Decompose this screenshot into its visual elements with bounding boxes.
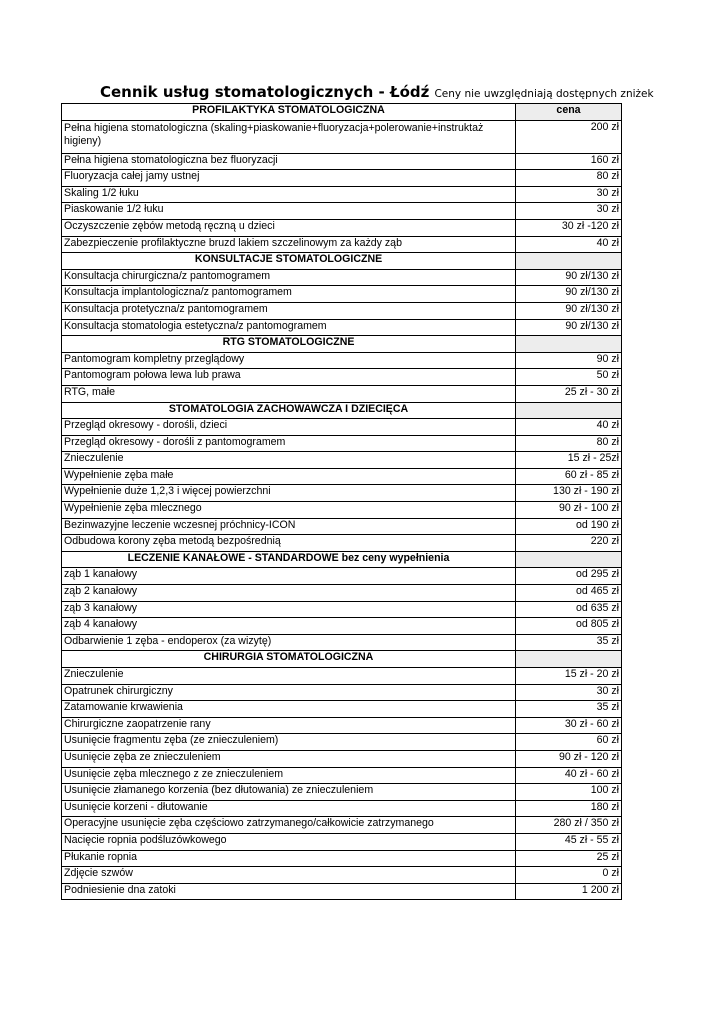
service-name: Wypełnienie zęba mlecznego	[62, 502, 516, 519]
service-price: 30 zł -120 zł	[516, 219, 622, 236]
price-row	[62, 468, 622, 485]
price-row	[62, 585, 622, 602]
service-name: Przegląd okresowy - dorośli z pantomogramem	[62, 435, 516, 452]
service-price: 15 zł - 25zł	[516, 452, 622, 469]
document-subtitle: Ceny nie uwzględniają dostępnych zniżek	[434, 88, 654, 100]
price-row	[62, 302, 622, 319]
service-name: Oczyszczenie zębów metodą ręczną u dzieci	[62, 219, 516, 236]
service-price: 90 zł/130 zł	[516, 302, 622, 319]
section-header-row	[62, 402, 622, 419]
service-price: 35 zł	[516, 701, 622, 718]
service-price: 160 zł	[516, 153, 622, 170]
section-header-row	[62, 651, 622, 668]
service-name: Skaling 1/2 łuku	[62, 186, 516, 203]
price-row	[62, 369, 622, 386]
service-price: od 190 zł	[516, 518, 622, 535]
service-price: 90 zł/130 zł	[516, 286, 622, 303]
section-price-cell	[516, 253, 622, 270]
service-name: ząb 2 kanałowy	[62, 585, 516, 602]
service-price: od 805 zł	[516, 618, 622, 635]
document-title-block	[100, 82, 654, 101]
price-row	[62, 452, 622, 469]
price-row	[62, 767, 622, 784]
price-row	[62, 518, 622, 535]
section-price-cell	[516, 651, 622, 668]
price-row	[62, 502, 622, 519]
service-price: 60 zł - 85 zł	[516, 468, 622, 485]
service-name: Piaskowanie 1/2 łuku	[62, 203, 516, 220]
service-name: Pantomogram kompletny przeglądowy	[62, 352, 516, 369]
section-title: CHIRURGIA STOMATOLOGICZNA	[62, 651, 516, 668]
service-price: od 295 zł	[516, 568, 622, 585]
price-row	[62, 618, 622, 635]
service-price: 130 zł - 190 zł	[516, 485, 622, 502]
price-row	[62, 668, 622, 685]
price-row	[62, 867, 622, 884]
price-row	[62, 684, 622, 701]
price-row	[62, 701, 622, 718]
service-price: 90 zł/130 zł	[516, 269, 622, 286]
service-name: Pantomogram połowa lewa lub prawa	[62, 369, 516, 386]
service-name: Pełna higiena stomatologiczna (skaling+piaskowanie+fluoryzacja+polerowanie+instruktaż higieny)	[62, 120, 516, 153]
section-price-cell: cena	[516, 104, 622, 121]
service-price: 45 zł - 55 zł	[516, 833, 622, 850]
service-price: 35 zł	[516, 634, 622, 651]
service-name: Odbudowa korony zęba metodą bezpośrednią	[62, 535, 516, 552]
service-price: 90 zł - 120 zł	[516, 750, 622, 767]
service-price: 180 zł	[516, 800, 622, 817]
service-name: Operacyjne usunięcie zęba częściowo zatrzymanego/całkowicie zatrzymanego	[62, 817, 516, 834]
price-row	[62, 120, 622, 153]
price-row	[62, 535, 622, 552]
service-price: od 635 zł	[516, 601, 622, 618]
service-price: 200 zł	[516, 120, 622, 153]
service-price: 40 zł	[516, 419, 622, 436]
price-row	[62, 833, 622, 850]
service-name: RTG, małe	[62, 385, 516, 402]
service-price: 100 zł	[516, 784, 622, 801]
service-name: Usunięcie fragmentu zęba (ze znieczuleniem)	[62, 734, 516, 751]
price-table-body	[62, 104, 622, 900]
service-price: od 465 zł	[516, 585, 622, 602]
section-header-row	[62, 104, 622, 121]
price-row	[62, 817, 622, 834]
service-price: 15 zł - 20 zł	[516, 668, 622, 685]
service-name: Nacięcie ropnia podśluzówkowego	[62, 833, 516, 850]
price-row	[62, 883, 622, 900]
service-price: 40 zł	[516, 236, 622, 253]
section-header-row	[62, 253, 622, 270]
service-name: Usunięcie korzeni - dłutowanie	[62, 800, 516, 817]
service-name: Przegląd okresowy - dorośli, dzieci	[62, 419, 516, 436]
service-name: Fluoryzacja całej jamy ustnej	[62, 170, 516, 187]
service-name: ząb 4 kanałowy	[62, 618, 516, 635]
price-row	[62, 219, 622, 236]
section-title: KONSULTACJE STOMATOLOGICZNE	[62, 253, 516, 270]
service-price: 0 zł	[516, 867, 622, 884]
price-row	[62, 750, 622, 767]
service-price: 60 zł	[516, 734, 622, 751]
price-row	[62, 352, 622, 369]
price-row	[62, 236, 622, 253]
section-title: LECZENIE KANAŁOWE - STANDARDOWE bez ceny wypełnienia	[62, 551, 516, 568]
service-name: Odbarwienie 1 zęba - endoperox (za wizytę)	[62, 634, 516, 651]
service-name: Usunięcie złamanego korzenia (bez dłutowania) ze znieczuleniem	[62, 784, 516, 801]
price-row	[62, 286, 622, 303]
service-price: 25 zł - 30 zł	[516, 385, 622, 402]
service-price: 25 zł	[516, 850, 622, 867]
service-price: 90 zł/130 zł	[516, 319, 622, 336]
price-row	[62, 601, 622, 618]
price-row	[62, 568, 622, 585]
price-row	[62, 419, 622, 436]
document-title: Cennik usług stomatologicznych - Łódź	[100, 83, 430, 101]
service-price: 220 zł	[516, 535, 622, 552]
service-price: 30 zł - 60 zł	[516, 717, 622, 734]
service-name: Usunięcie zęba mlecznego z ze znieczuleniem	[62, 767, 516, 784]
price-row	[62, 385, 622, 402]
price-row	[62, 717, 622, 734]
price-row	[62, 186, 622, 203]
service-name: Płukanie ropnia	[62, 850, 516, 867]
service-price: 30 zł	[516, 684, 622, 701]
price-row	[62, 203, 622, 220]
price-row	[62, 784, 622, 801]
service-price: 280 zł / 350 zł	[516, 817, 622, 834]
service-name: Zdjęcie szwów	[62, 867, 516, 884]
service-price: 90 zł - 100 zł	[516, 502, 622, 519]
price-row	[62, 435, 622, 452]
service-name: Konsultacja implantologiczna/z pantomogramem	[62, 286, 516, 303]
section-price-cell	[516, 336, 622, 353]
section-title: PROFILAKTYKA STOMATOLOGICZNA	[62, 104, 516, 121]
section-title: STOMATOLOGIA ZACHOWAWCZA I DZIECIĘCA	[62, 402, 516, 419]
service-price: 30 zł	[516, 203, 622, 220]
service-name: Pełna higiena stomatologiczna bez fluoryzacji	[62, 153, 516, 170]
service-name: Zatamowanie krwawienia	[62, 701, 516, 718]
section-price-cell	[516, 402, 622, 419]
service-name: Wypełnienie duże 1,2,3 i więcej powierzchni	[62, 485, 516, 502]
service-name: Znieczulenie	[62, 452, 516, 469]
service-price: 80 zł	[516, 435, 622, 452]
price-row	[62, 170, 622, 187]
service-name: ząb 3 kanałowy	[62, 601, 516, 618]
service-price: 40 zł - 60 zł	[516, 767, 622, 784]
price-row	[62, 734, 622, 751]
service-name: Konsultacja stomatologia estetyczna/z pantomogramem	[62, 319, 516, 336]
service-name: Zabezpieczenie profilaktyczne bruzd lakiem szczelinowym za każdy ząb	[62, 236, 516, 253]
service-price: 90 zł	[516, 352, 622, 369]
price-row	[62, 634, 622, 651]
service-price: 80 zł	[516, 170, 622, 187]
service-name: Podniesienie dna zatoki	[62, 883, 516, 900]
price-row	[62, 319, 622, 336]
section-price-cell	[516, 551, 622, 568]
service-name: Konsultacja protetyczna/z pantomogramem	[62, 302, 516, 319]
service-name: Chirurgiczne zaopatrzenie rany	[62, 717, 516, 734]
service-name: Bezinwazyjne leczenie wczesnej próchnicy-ICON	[62, 518, 516, 535]
price-row	[62, 800, 622, 817]
service-name: Opatrunek chirurgiczny	[62, 684, 516, 701]
section-header-row	[62, 336, 622, 353]
price-row	[62, 269, 622, 286]
service-name: Znieczulenie	[62, 668, 516, 685]
service-price: 50 zł	[516, 369, 622, 386]
service-name: ząb 1 kanałowy	[62, 568, 516, 585]
price-row	[62, 153, 622, 170]
service-name: Wypełnienie zęba małe	[62, 468, 516, 485]
price-row	[62, 485, 622, 502]
service-name: Usunięcie zęba ze znieczuleniem	[62, 750, 516, 767]
price-table	[61, 103, 622, 900]
service-name: Konsultacja chirurgiczna/z pantomogramem	[62, 269, 516, 286]
section-header-row	[62, 551, 622, 568]
section-title: RTG STOMATOLOGICZNE	[62, 336, 516, 353]
price-row	[62, 850, 622, 867]
service-price: 30 zł	[516, 186, 622, 203]
service-price: 1 200 zł	[516, 883, 622, 900]
